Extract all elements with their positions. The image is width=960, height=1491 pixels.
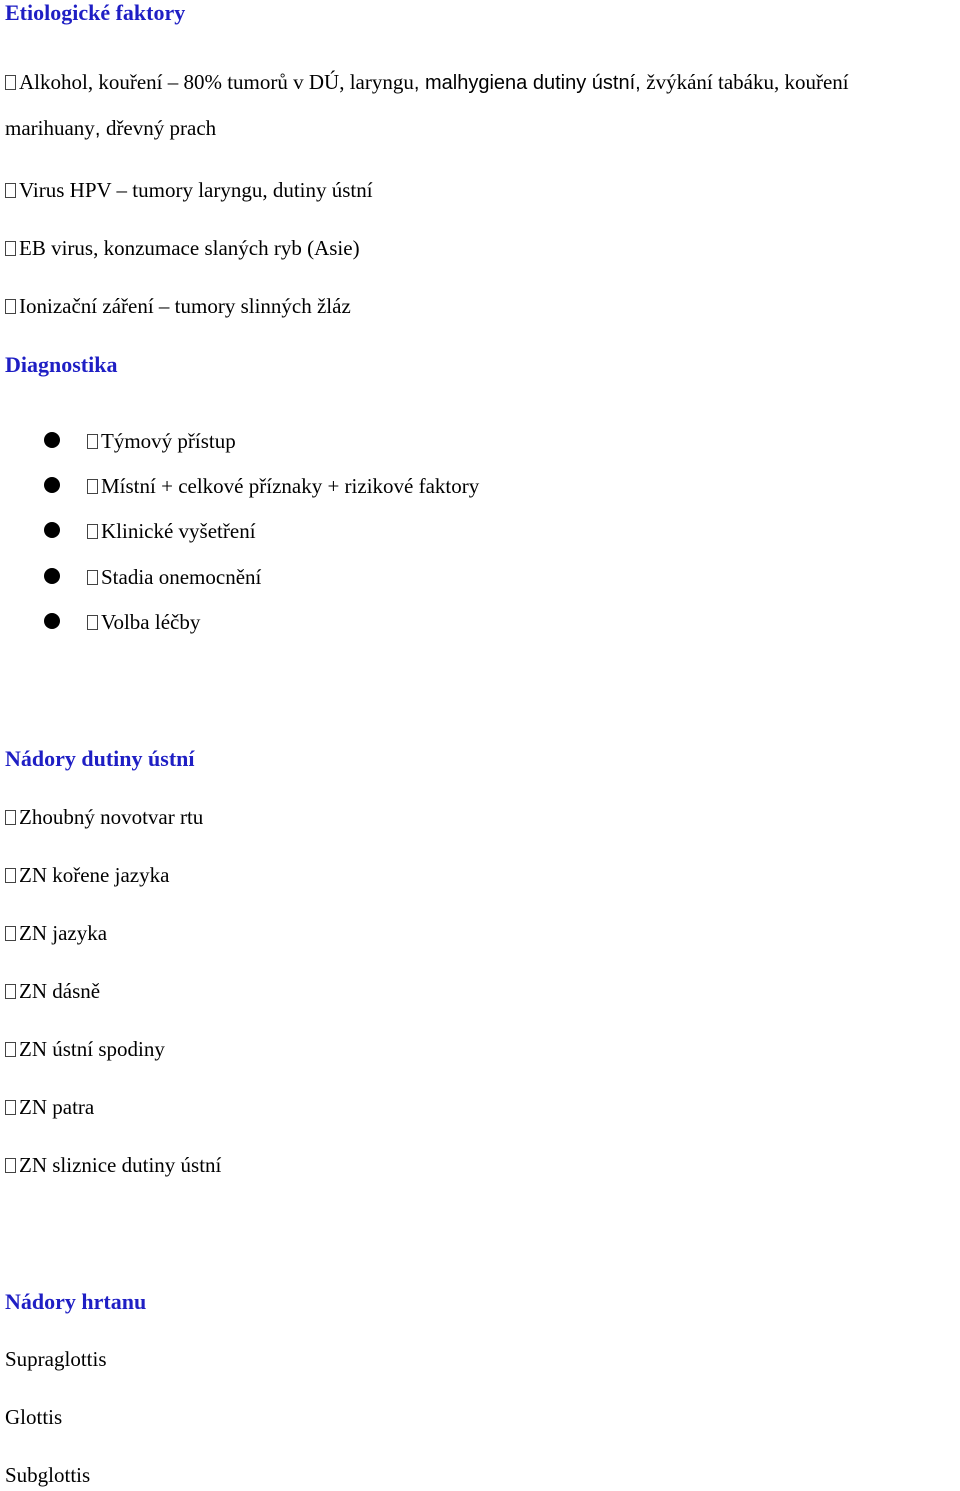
oral-item	[5, 1153, 221, 1178]
larynx-item: Supraglottis	[5, 1347, 107, 1371]
diagnostics-bullet	[87, 519, 256, 544]
bullet-dot-icon	[44, 522, 60, 538]
etiology-item	[5, 236, 360, 261]
etiology-item	[5, 178, 373, 203]
bullet-dot-icon	[44, 613, 60, 629]
section-title-oral-tumors: Nádory dutiny ústní	[5, 746, 195, 771]
missing-glyph-icon	[5, 299, 16, 314]
etiology-line-1-part-c: malhygiena dutiny ústní	[425, 72, 636, 94]
missing-glyph-icon	[5, 1042, 16, 1057]
missing-glyph-icon	[87, 615, 98, 630]
larynx-item: Glottis	[5, 1405, 63, 1429]
oral-item-label: ZN kořene jazyka	[19, 863, 170, 887]
bullet-dot-icon	[44, 568, 60, 584]
oral-item	[5, 863, 169, 888]
diagnostics-bullet	[87, 474, 479, 499]
missing-glyph-icon	[5, 926, 16, 941]
oral-item-label: ZN patra	[19, 1095, 95, 1119]
missing-glyph-icon	[87, 434, 98, 449]
oral-item	[5, 921, 107, 946]
etiology-item	[5, 294, 351, 319]
larynx-item: Subglottis	[5, 1463, 91, 1487]
oral-item	[5, 979, 100, 1004]
diagnostics-bullet-label: Klinické vyšetření	[101, 519, 256, 543]
oral-item-label: ZN jazyka	[19, 921, 108, 945]
missing-glyph-icon	[87, 570, 98, 585]
missing-glyph-icon	[5, 75, 16, 90]
missing-glyph-icon	[5, 1158, 16, 1173]
missing-glyph-icon	[5, 183, 16, 198]
oral-item-label: Zhoubný novotvar rtu	[19, 805, 204, 829]
section-title-etiology: Etiologické faktory	[5, 0, 186, 25]
diagnostics-bullet	[87, 610, 200, 635]
etiology-line-1-part-h: dřevný prach	[105, 116, 217, 140]
etiology-line-1	[5, 70, 849, 95]
etiology-line-1-part-d: ,	[635, 72, 647, 94]
etiology-item-label: Ionizační záření – tumory slinných žláz	[19, 294, 351, 318]
missing-glyph-icon	[5, 810, 16, 825]
etiology-line-1-part-a: Alkohol, kouření – 80% tumorů v DÚ, laryngu	[19, 70, 414, 94]
oral-item	[5, 805, 203, 830]
missing-glyph-icon	[87, 479, 98, 494]
etiology-line-1-part-e: žvýkání tabáku, kouření	[646, 70, 849, 94]
diagnostics-bullet-label: Stadia onemocnění	[101, 565, 262, 589]
missing-glyph-icon	[5, 868, 16, 883]
diagnostics-bullet-label: Místní + celkové příznaky + rizikové faktory	[101, 474, 480, 498]
oral-item-label: ZN sliznice dutiny ústní	[19, 1153, 222, 1177]
missing-glyph-icon	[5, 984, 16, 999]
oral-item-label: ZN ústní spodiny	[19, 1037, 165, 1061]
diagnostics-bullet-label: Volba léčby	[101, 610, 201, 634]
section-title-larynx-tumors: Nádory hrtanu	[5, 1289, 147, 1314]
bullet-dot-icon	[44, 432, 60, 448]
diagnostics-bullet	[87, 429, 236, 454]
etiology-item-label: EB virus, konzumace slaných ryb (Asie)	[19, 236, 360, 260]
oral-item	[5, 1037, 165, 1062]
diagnostics-bullet-label: Týmový přístup	[101, 429, 236, 453]
bullet-dot-icon	[44, 477, 60, 493]
oral-item	[5, 1095, 94, 1120]
missing-glyph-icon	[5, 241, 16, 256]
etiology-line-1-part-b: ,	[413, 72, 425, 94]
etiology-item-label: Virus HPV – tumory laryngu, dutiny ústní	[19, 178, 373, 202]
diagnostics-bullet	[87, 565, 261, 590]
missing-glyph-icon	[87, 524, 98, 539]
section-title-diagnostics: Diagnostika	[5, 352, 118, 377]
oral-item-label: ZN dásně	[19, 979, 101, 1003]
missing-glyph-icon	[5, 1100, 16, 1115]
etiology-line-1-part-f: marihuany	[5, 116, 95, 140]
etiology-line-1-part-g: ,	[94, 118, 106, 140]
etiology-line-1-continuation	[5, 116, 216, 141]
